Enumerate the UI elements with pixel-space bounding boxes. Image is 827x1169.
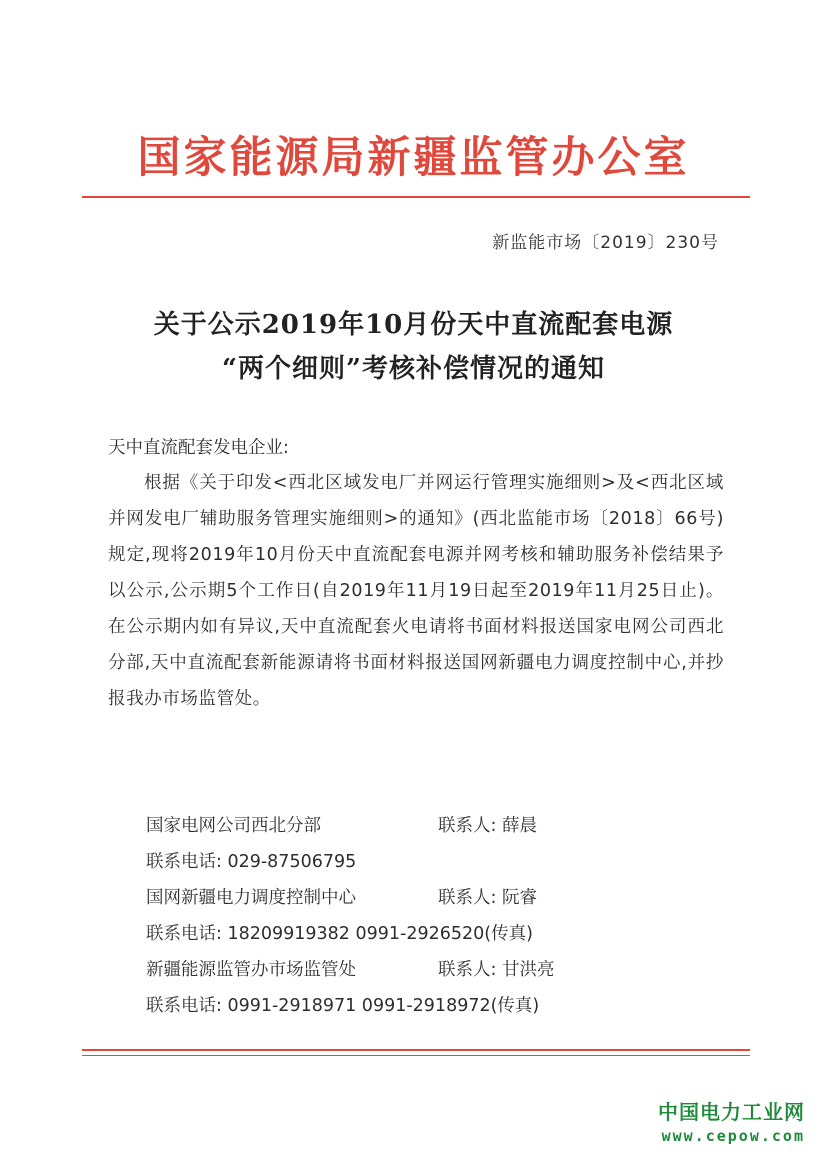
contact-org-row (146, 808, 746, 844)
watermark-url: www.cepow.com (661, 1127, 805, 1145)
document-title-line-2: “两个细则”考核补偿情况的通知 (222, 354, 605, 384)
contact-org-row (146, 880, 746, 916)
contact-phone: 联系电话: 029-87506795 (146, 852, 357, 872)
header-red-rule (82, 196, 750, 198)
contact-organization: 国网新疆电力调度控制中心 (146, 888, 356, 908)
contact-org-row (146, 952, 746, 988)
contact-phone: 联系电话: 0991-2918971 0991-2918972(传真) (146, 996, 540, 1016)
agency-header: 国家能源局新疆监管办公室 (137, 133, 690, 183)
contact-phone-row (146, 844, 746, 880)
contact-person: 联系人: 阮睿 (438, 888, 537, 908)
contact-list (146, 808, 746, 1024)
contact-phone: 联系电话: 18209919382 0991-2926520(传真) (146, 924, 533, 944)
footer-red-rule-thick (82, 1049, 750, 1051)
contact-organization: 国家电网公司西北分部 (146, 816, 321, 836)
site-watermark (605, 1098, 805, 1146)
document-title-line-1: 关于公示2019年10月份天中直流配套电源 (153, 310, 674, 340)
salutation: 天中直流配套发电企业: (108, 438, 289, 458)
watermark-name: 中国电力工业网 (658, 1100, 805, 1124)
contact-phone-row (146, 916, 746, 952)
contact-organization: 新疆能源监管办市场监管处 (146, 960, 356, 980)
footer-red-rule-thin (82, 1055, 750, 1056)
body-paragraph: 根据《关于印发<西北区域发电厂并网运行管理实施细则>及<西北区域并网发电厂辅助服务管理实施细则>的通知》(西北监能市场〔2018〕66号)规定,现将2019年10月份天中直流配套电源并网考核和辅助服务补偿结果予以公示,公示期5个工作日(自2019年11月19日起至2019年11月25日止)。在公示期内如有异议,天中直流配套火电请将书面材料报送国家电网公司西北分部,天中直流配套新能源请将书面材料报送国网新疆电力调度控制中心,并抄报我办市场监管处。 (108, 473, 724, 709)
contact-person: 联系人: 甘洪亮 (438, 960, 555, 980)
document-number: 新监能市场〔2019〕230号 (492, 233, 719, 253)
contact-phone-row (146, 988, 746, 1024)
contact-person: 联系人: 薛晨 (438, 816, 537, 836)
